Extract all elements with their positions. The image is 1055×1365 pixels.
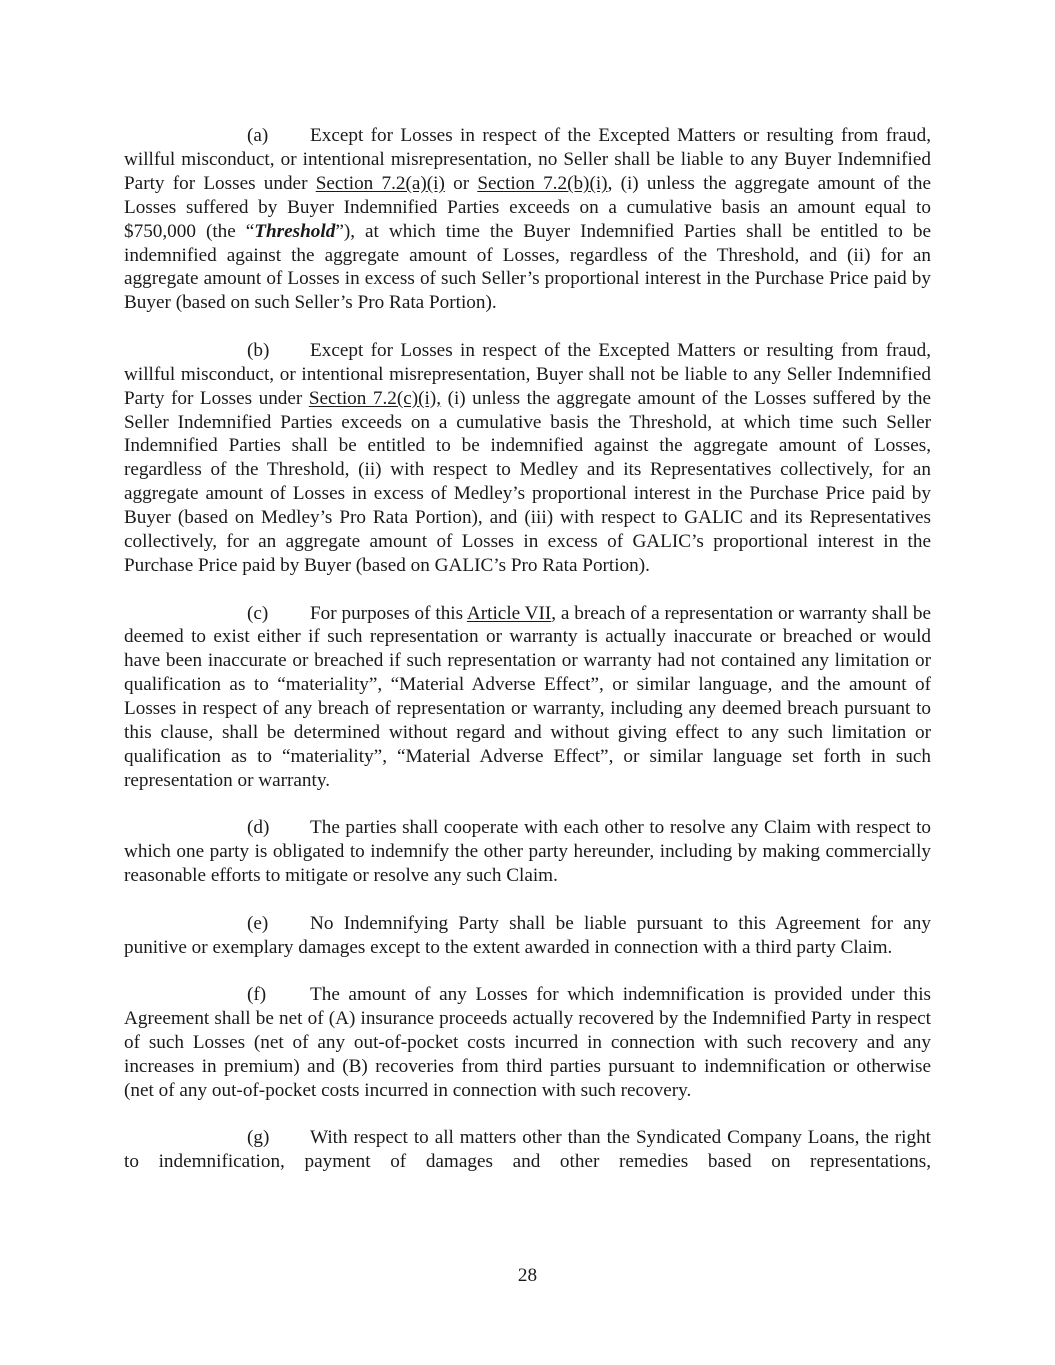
paragraph-label: (a)	[247, 125, 269, 146]
paragraph-text: , (i) unless the aggregate amount of the Losses suffered by Buyer Indemnified Parties exceeds on a cumulative basis an amount equal to $750,000 (the “	[124, 172, 931, 242]
paragraph-c	[124, 602, 931, 793]
paragraph-label: (c)	[247, 602, 269, 624]
section-reference-link[interactable]: Section 7.2(a)(i)	[315, 172, 445, 194]
paragraph-label: (f)	[247, 984, 267, 1006]
paragraph-label: (b)	[247, 339, 270, 361]
paragraph-text: For purposes of this	[310, 602, 467, 624]
article-reference-link[interactable]: Article VII	[466, 602, 552, 624]
paragraph-a	[124, 124, 931, 315]
page-number: 28	[517, 1265, 538, 1286]
paragraph-text: or	[444, 172, 478, 194]
paragraph-text: The amount of any Losses for which indemnification is provided under this Agreement shall be net of (A) insurance proceeds actually recovered by the Indemnified Party in respect of such Losses (net of any out-of-pocket costs incurred in connection with such recovery and any increases in premium) and (B) recoveries from third parties pursuant to indemnification or otherwise (net of any out-of-pocket costs incurred in connection with such recovery.	[124, 984, 931, 1101]
paragraph-text: Except for Losses in respect of the Excepted Matters or resulting from fraud, willful misconduct, or intentional misrepresentation, no Seller shall be liable to any Buyer Indemnified Party for Losses under	[124, 125, 931, 194]
paragraph-label: (g)	[247, 1127, 270, 1149]
paragraph-b	[124, 339, 931, 578]
paragraph-text: No Indemnifying Party shall be liable pursuant to this Agreement for any punitive or exemplary damages except to the extent awarded in connection with a third party Claim.	[124, 912, 931, 958]
paragraph-label: (e)	[247, 912, 269, 934]
section-reference-link[interactable]: Section 7.2(c)(i),	[308, 387, 442, 409]
document-page	[124, 124, 931, 1174]
defined-term: Threshold	[254, 220, 336, 242]
paragraph-d	[124, 816, 931, 888]
paragraph-text: With respect to all matters other than the Syndicated Company Loans, the right to indemnification, payment of damages and other remedies based on representations,	[124, 1127, 931, 1173]
paragraph-text: ”), at which time the Buyer Indemnified Parties shall be entitled to be indemnified against the aggregate amount of Losses, regardless of the Threshold, and (ii) for an aggregate amount of Losses in excess of such Seller’s proportional interest in the Purchase Price paid by Buyer (based on such Seller’s Pro Rata Portion).	[124, 220, 931, 314]
paragraph-g	[124, 1126, 931, 1174]
paragraph-label: (d)	[247, 817, 270, 839]
paragraph-text: (i) unless the aggregate amount of the Losses suffered by the Seller Indemnified Parties exceeds on a cumulative basis the Threshold, at which time such Seller Indemnified Parties shall be entitled to be indemnified against the aggregate amount of Losses, regardless of the Threshold, (ii) with respect to Medley and its Representatives collectively, for an aggregate amount of Losses in excess of Medley’s proportional interest in the Purchase Price paid by Buyer (based on Medley’s Pro Rata Portion), and (iii) with respect to GALIC and its Representatives collectively, for an aggregate amount of Losses in excess of GALIC’s proportional interest in the Purchase Price paid by Buyer (based on GALIC’s Pro Rata Portion).	[124, 387, 932, 576]
section-reference-link[interactable]: Section 7.2(b)(i)	[477, 172, 608, 194]
paragraph-e	[124, 912, 931, 960]
paragraph-text: The parties shall cooperate with each other to resolve any Claim with respect to which one party is obligated to indemnify the other party hereunder, including by making commercially reasonable efforts to mitigate or resolve any such Claim.	[124, 817, 931, 887]
paragraph-text: , a breach of a representation or warranty shall be deemed to exist either if such representation or warranty is actually inaccurate or breached or would have been inaccurate or breached if such representation or warranty had not contained any limitation or qualification as to “materiality”, “Material Adverse Effect”, or similar language, and the amount of Losses in respect of any breach of representation or warranty, including any deemed breach pursuant to this clause, shall be determined without regard and without giving effect to any such limitation or qualification as to “materiality”, “Material Adverse Effect”, or similar language set forth in such representation or warranty.	[124, 602, 931, 791]
paragraph-text: Except for Losses in respect of the Excepted Matters or resulting from fraud, willful misconduct, or intentional misrepresentation, Buyer shall not be liable to any Seller Indemnified Party for Losses under	[124, 339, 931, 409]
paragraph-f	[124, 983, 931, 1103]
